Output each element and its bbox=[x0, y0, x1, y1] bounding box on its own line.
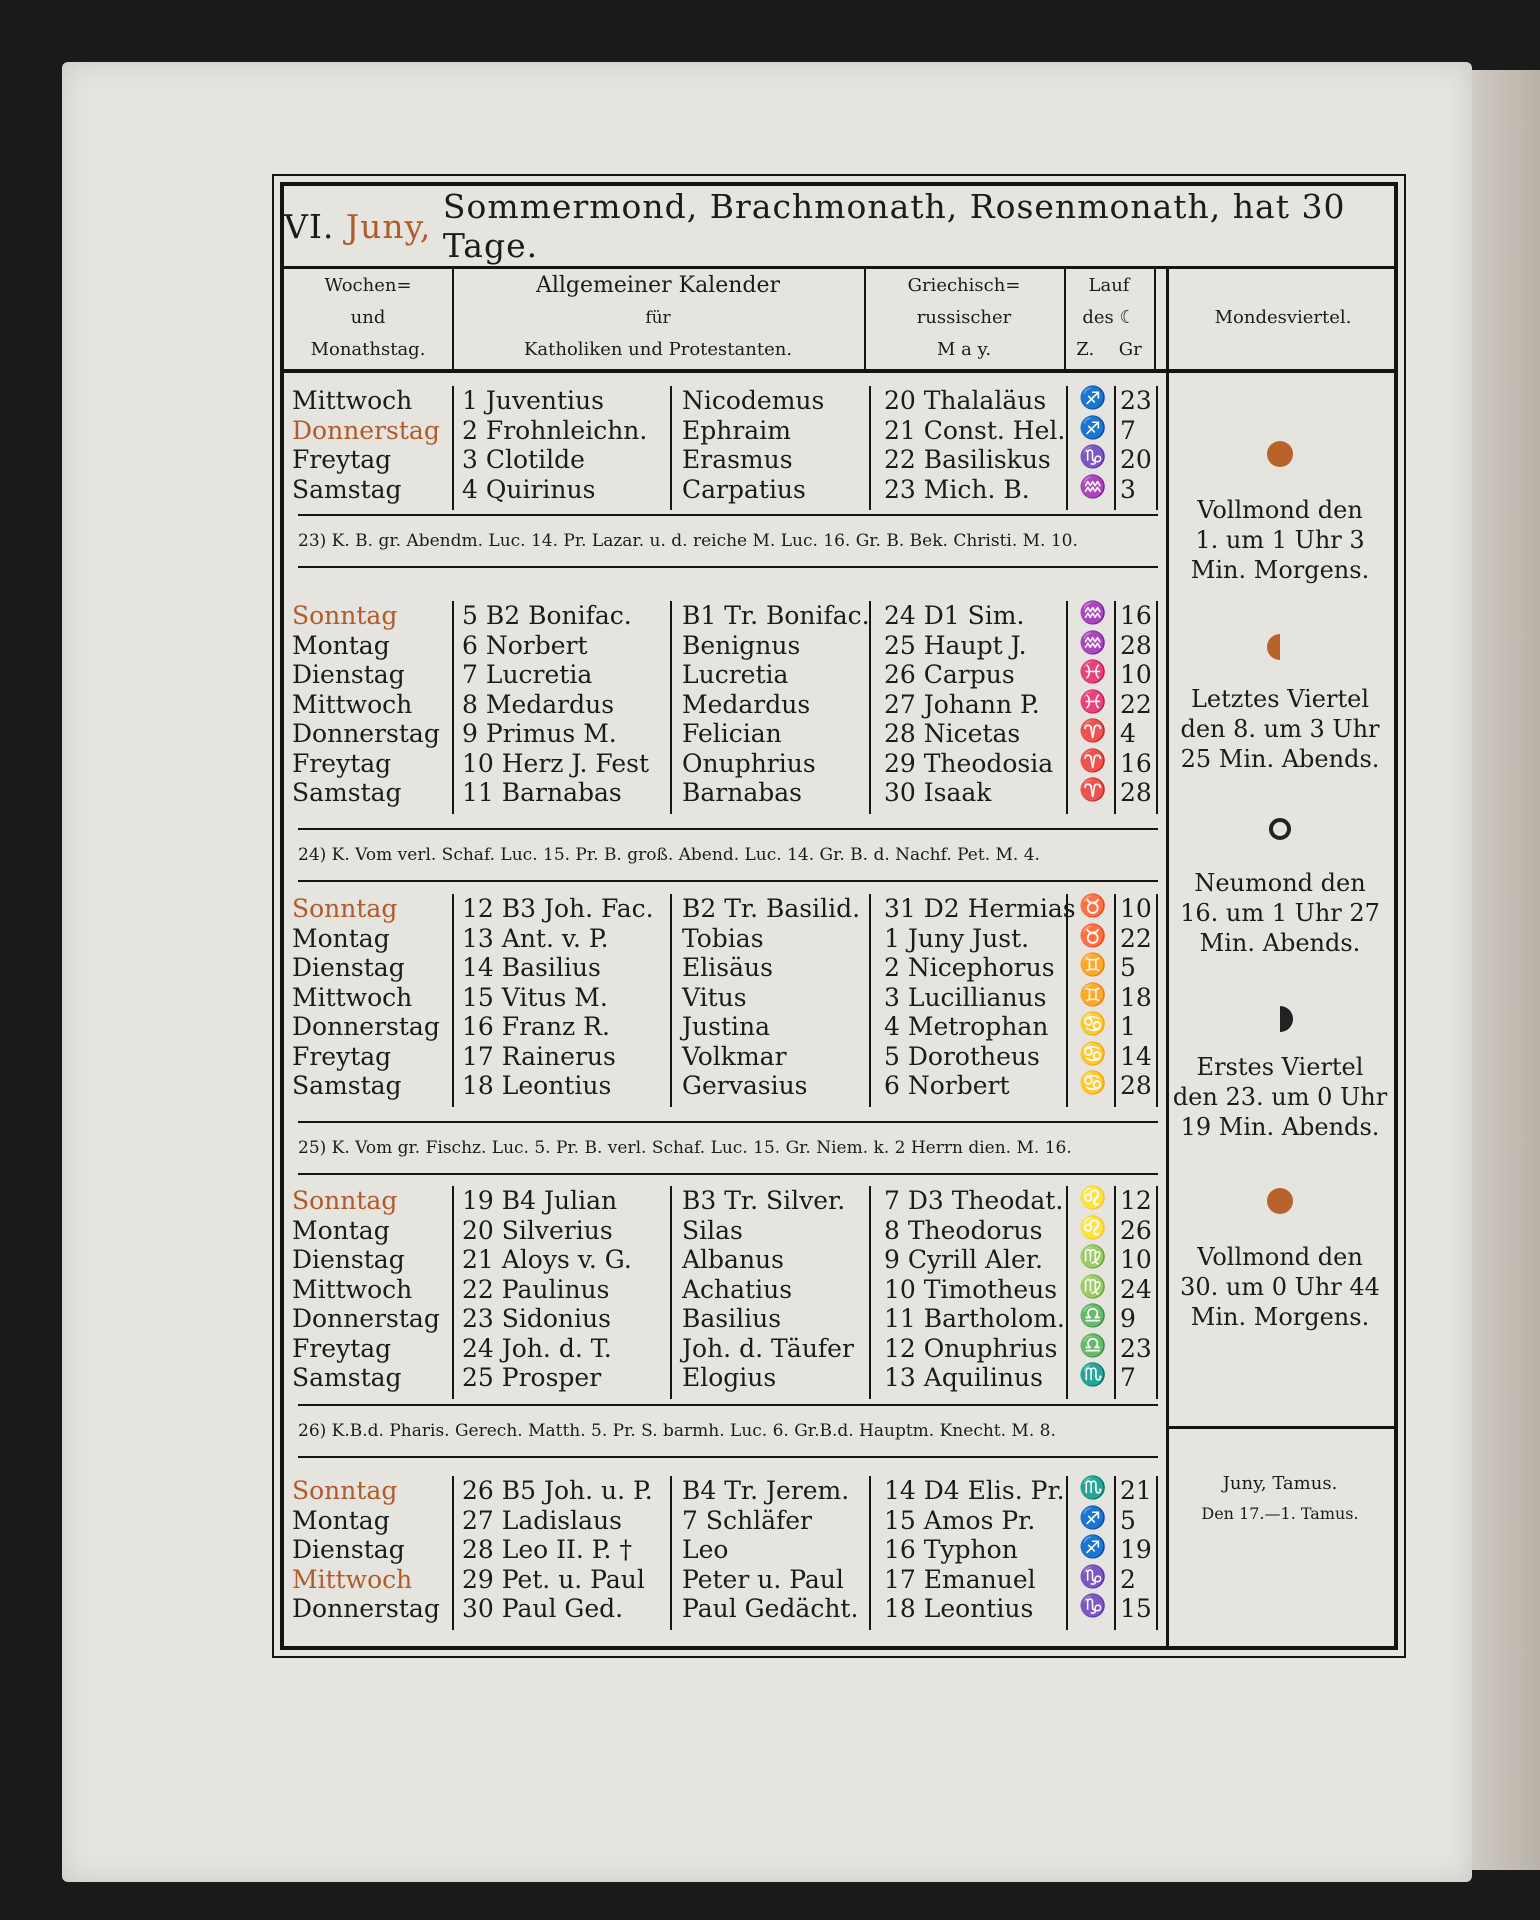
calendar-row bbox=[284, 1245, 1166, 1274]
calendar-row bbox=[284, 1216, 1166, 1245]
cell-prot: Barnabas bbox=[682, 778, 802, 807]
cell-deg: 23 bbox=[1120, 1333, 1152, 1363]
zodiac-sign-icon: ♑ bbox=[1079, 1594, 1107, 1619]
cell-prot: Basilius bbox=[682, 1304, 782, 1333]
cell-prot: Albanus bbox=[682, 1245, 784, 1274]
header-lauf-line2: des ☾ bbox=[1082, 306, 1136, 328]
cell-day: Samstag bbox=[292, 1071, 402, 1100]
zodiac-sign-icon: ♑ bbox=[1079, 1564, 1107, 1590]
cell-prot: Felician bbox=[682, 719, 782, 748]
header-general bbox=[452, 266, 866, 369]
cell-deg: 21 bbox=[1120, 1476, 1152, 1505]
cell-cath: 1 Juventius bbox=[462, 386, 604, 415]
moon-full-1 bbox=[1166, 441, 1394, 585]
cell-deg: 19 bbox=[1120, 1535, 1152, 1564]
cell-greek: 21 Const. Hel. bbox=[884, 415, 1066, 445]
cell-greek: 3 Lucillianus bbox=[884, 982, 1047, 1012]
cell-greek: 9 Cyrill Aler. bbox=[884, 1245, 1043, 1274]
cell-deg: 26 bbox=[1120, 1215, 1152, 1245]
moon-last-quarter bbox=[1166, 634, 1394, 774]
cell-greek: 15 Amos Pr. bbox=[884, 1505, 1036, 1535]
cell-day: Samstag bbox=[292, 474, 402, 504]
column-headers bbox=[284, 266, 1394, 373]
cell-deg: 20 bbox=[1120, 445, 1152, 474]
cell-cath: 20 Silverius bbox=[462, 1215, 613, 1245]
cell-greek: 5 Dorotheus bbox=[884, 1041, 1040, 1071]
cell-day: Dienstag bbox=[292, 1535, 405, 1564]
cell-day: Montag bbox=[292, 1505, 390, 1535]
cell-cath: 5 B2 Bonifac. bbox=[462, 601, 632, 630]
cell-cath: 21 Aloys v. G. bbox=[462, 1245, 632, 1274]
tamus-line1: Juny, Tamus. bbox=[1222, 1473, 1338, 1494]
calendar-row bbox=[284, 1334, 1166, 1363]
cell-greek: 22 Basiliskus bbox=[884, 445, 1051, 474]
cell-cath: 29 Pet. u. Paul bbox=[462, 1564, 645, 1594]
zodiac-sign-icon: ♌ bbox=[1079, 1215, 1107, 1241]
zodiac-sign-icon: ♉ bbox=[1079, 894, 1107, 919]
new-moon-icon bbox=[1269, 818, 1291, 840]
cell-prot: 7 Schläfer bbox=[682, 1505, 812, 1535]
cell-deg: 4 bbox=[1120, 719, 1136, 748]
cell-greek: 10 Timotheus bbox=[884, 1274, 1058, 1304]
moon-full-2 bbox=[1166, 1188, 1394, 1332]
zodiac-sign-icon: ♈ bbox=[1079, 719, 1107, 744]
cell-prot: B1 Tr. Bonifac. bbox=[682, 601, 870, 630]
cell-cath: 22 Paulinus bbox=[462, 1274, 610, 1304]
cell-prot: Justina bbox=[682, 1012, 771, 1041]
cell-cath: 7 Lucretia bbox=[462, 660, 593, 689]
calendar-row bbox=[284, 1186, 1166, 1215]
gospel-note: 24) K. Vom verl. Schaf. Luc. 15. Pr. B. groß. Abend. Luc. 14. Gr. B. d. Nachf. Pet. M. 4. bbox=[298, 828, 1158, 882]
cell-day: Freytag bbox=[292, 445, 392, 474]
cell-prot: Erasmus bbox=[682, 445, 793, 474]
zodiac-sign-icon: ♉ bbox=[1079, 923, 1107, 949]
gospel-note: 26) K.B.d. Pharis. Gerech. Matth. 5. Pr. S. barmh. Luc. 6. Gr.B.d. Hauptm. Knecht. M. 8. bbox=[298, 1404, 1158, 1458]
cell-greek: 24 D1 Sim. bbox=[884, 601, 1025, 630]
cell-cath: 6 Norbert bbox=[462, 630, 588, 660]
moon-last-line3: 25 Min. Abends. bbox=[1180, 745, 1380, 773]
cell-greek: 30 Isaak bbox=[884, 778, 992, 807]
calendar-row bbox=[284, 1071, 1166, 1100]
cell-cath: 15 Vitus M. bbox=[462, 982, 608, 1012]
last-quarter-icon bbox=[1267, 634, 1293, 660]
moon-new-line2: 16. um 1 Uhr 27 bbox=[1180, 899, 1380, 927]
moon-full-1-line1: Vollmond den bbox=[1197, 496, 1363, 524]
cell-greek: 7 D3 Theodat. bbox=[884, 1186, 1064, 1215]
cell-prot: Benignus bbox=[682, 630, 801, 660]
calendar-row bbox=[284, 894, 1166, 923]
cell-prot: Carpatius bbox=[682, 474, 806, 504]
calendar-row bbox=[284, 690, 1166, 719]
header-lauf-z: Z. bbox=[1076, 338, 1095, 360]
calendar-row bbox=[284, 719, 1166, 748]
calendar-row bbox=[284, 1012, 1166, 1041]
cell-day: Donnerstag bbox=[292, 1594, 440, 1623]
cell-day: Montag bbox=[292, 1215, 390, 1245]
cell-greek: 8 Theodorus bbox=[884, 1215, 1043, 1245]
zodiac-sign-icon: ♒ bbox=[1079, 601, 1107, 626]
cell-cath: 25 Prosper bbox=[462, 1363, 602, 1392]
cell-cath: 24 Joh. d. T. bbox=[462, 1333, 612, 1363]
cell-day: Freytag bbox=[292, 1333, 392, 1363]
cell-deg: 7 bbox=[1120, 415, 1136, 445]
zodiac-sign-icon: ♎ bbox=[1079, 1304, 1107, 1329]
cell-cath: 17 Rainerus bbox=[462, 1041, 616, 1071]
cell-cath: 10 Herz J. Fest bbox=[462, 748, 650, 778]
cell-cath: 30 Paul Ged. bbox=[462, 1594, 624, 1623]
cell-greek: 18 Leontius bbox=[884, 1594, 1034, 1623]
calendar-row bbox=[284, 924, 1166, 953]
moon-first-quarter bbox=[1166, 1006, 1394, 1142]
week-block bbox=[284, 1186, 1166, 1399]
title-prefix: VI. bbox=[284, 206, 335, 246]
cell-prot: Lucretia bbox=[682, 660, 789, 689]
zodiac-sign-icon: ♋ bbox=[1079, 1041, 1107, 1067]
cell-day: Mittwoch bbox=[292, 1564, 413, 1594]
cell-greek: 26 Carpus bbox=[884, 660, 1015, 689]
calendar-row bbox=[284, 1476, 1166, 1505]
cell-greek: 23 Mich. B. bbox=[884, 474, 1030, 504]
header-general-line2: für bbox=[645, 307, 671, 328]
cell-cath: 3 Clotilde bbox=[462, 445, 585, 474]
cell-day: Samstag bbox=[292, 1363, 402, 1392]
calendar-row bbox=[284, 953, 1166, 982]
calendar-row bbox=[284, 1506, 1166, 1535]
header-lauf bbox=[1064, 266, 1156, 369]
header-greek-line3: M a y. bbox=[936, 338, 992, 360]
calendar-row bbox=[284, 749, 1166, 778]
calendar-row bbox=[284, 416, 1166, 445]
cell-cath: 14 Basilius bbox=[462, 953, 601, 982]
zodiac-sign-icon: ♍ bbox=[1079, 1245, 1107, 1270]
cell-cath: 26 B5 Joh. u. P. bbox=[462, 1476, 653, 1505]
header-weekday bbox=[284, 266, 454, 369]
cell-cath: 12 B3 Joh. Fac. bbox=[462, 894, 654, 923]
calendar-row bbox=[284, 660, 1166, 689]
cell-prot: Volkmar bbox=[682, 1041, 787, 1071]
cell-deg: 5 bbox=[1120, 953, 1136, 982]
week-block bbox=[284, 386, 1166, 510]
cell-deg: 12 bbox=[1120, 1186, 1152, 1215]
week-block bbox=[284, 1476, 1166, 1630]
header-greek-line2: russischer bbox=[916, 306, 1012, 328]
first-quarter-icon bbox=[1267, 1006, 1293, 1032]
header-weekday-line2: und bbox=[350, 306, 386, 328]
moon-full-2-line3: Min. Morgens. bbox=[1190, 1303, 1370, 1331]
cell-greek: 12 Onuphrius bbox=[884, 1333, 1058, 1363]
zodiac-sign-icon: ♏ bbox=[1079, 1476, 1107, 1501]
header-moon-label: Mondesviertel. bbox=[1214, 306, 1352, 328]
cell-day: Mittwoch bbox=[292, 689, 413, 719]
week-block bbox=[284, 894, 1166, 1107]
cell-greek: 31 D2 Hermias bbox=[884, 894, 1076, 923]
zodiac-sign-icon: ♎ bbox=[1079, 1333, 1107, 1359]
full-moon-icon bbox=[1267, 441, 1293, 467]
cell-prot: Tobias bbox=[682, 923, 764, 953]
cell-prot: Leo bbox=[682, 1535, 729, 1564]
cell-deg: 28 bbox=[1120, 630, 1152, 660]
full-moon-icon bbox=[1267, 1188, 1293, 1214]
calendar-row bbox=[284, 1535, 1166, 1564]
cell-prot: Silas bbox=[682, 1215, 743, 1245]
cell-greek: 2 Nicephorus bbox=[884, 953, 1055, 982]
zodiac-sign-icon: ♑ bbox=[1079, 445, 1107, 470]
cell-day: Donnerstag bbox=[292, 1304, 440, 1333]
cell-day: Dienstag bbox=[292, 1245, 405, 1274]
cell-greek: 27 Johann P. bbox=[884, 689, 1040, 719]
title-month: Juny, bbox=[345, 206, 432, 246]
cell-cath: 8 Medardus bbox=[462, 689, 615, 719]
title-rest: Sommermond, Brachmonath, Rosenmonath, hat 30 Tage. bbox=[442, 187, 1346, 265]
zodiac-sign-icon: ♐ bbox=[1079, 1535, 1107, 1560]
cell-prot: Joh. d. Täufer bbox=[682, 1333, 854, 1363]
cell-deg: 22 bbox=[1120, 689, 1152, 719]
cell-cath: 11 Barnabas bbox=[462, 778, 622, 807]
cell-greek: 14 D4 Elis. Pr. bbox=[884, 1476, 1065, 1505]
cell-deg: 16 bbox=[1120, 601, 1152, 630]
zodiac-sign-icon: ♋ bbox=[1079, 1071, 1107, 1096]
header-general-line1: Allgemeiner Kalender bbox=[535, 272, 781, 298]
cell-greek: 28 Nicetas bbox=[884, 719, 1021, 748]
cell-deg: 24 bbox=[1120, 1274, 1152, 1304]
calendar-row bbox=[284, 983, 1166, 1012]
header-weekday-line3: Monathstag. bbox=[310, 338, 426, 360]
cell-prot: Paul Gedächt. bbox=[682, 1594, 859, 1623]
moon-new bbox=[1166, 818, 1394, 958]
cell-deg: 18 bbox=[1120, 982, 1152, 1012]
cell-deg: 5 bbox=[1120, 1505, 1136, 1535]
moon-full-2-line2: 30. um 0 Uhr 44 bbox=[1180, 1273, 1380, 1301]
header-general-line3: Katholiken und Protestanten. bbox=[523, 338, 793, 360]
moon-new-line1: Neumond den bbox=[1194, 869, 1366, 897]
moon-new-line3: Min. Abends. bbox=[1199, 929, 1361, 957]
cell-greek: 11 Bartholom. bbox=[884, 1304, 1065, 1333]
cell-deg: 10 bbox=[1120, 894, 1152, 923]
cell-day: Samstag bbox=[292, 778, 402, 807]
cell-deg: 9 bbox=[1120, 1304, 1136, 1333]
cell-cath: 28 Leo II. P. † bbox=[462, 1535, 632, 1564]
cell-day: Mittwoch bbox=[292, 386, 413, 415]
zodiac-sign-icon: ♓ bbox=[1079, 660, 1107, 685]
zodiac-sign-icon: ♓ bbox=[1079, 689, 1107, 715]
zodiac-sign-icon: ♒ bbox=[1079, 630, 1107, 656]
calendar-row bbox=[284, 1565, 1166, 1594]
calendar-row bbox=[284, 445, 1166, 474]
cell-deg: 15 bbox=[1120, 1594, 1152, 1623]
zodiac-sign-icon: ♈ bbox=[1079, 778, 1107, 803]
moon-full-1-line2: 1. um 1 Uhr 3 bbox=[1195, 526, 1365, 554]
cell-prot: Vitus bbox=[682, 982, 747, 1012]
page-title bbox=[284, 186, 1394, 269]
cell-greek: 16 Typhon bbox=[884, 1535, 1018, 1564]
zodiac-sign-icon: ♊ bbox=[1079, 982, 1107, 1008]
cell-deg: 7 bbox=[1120, 1363, 1136, 1392]
moon-full-2-line1: Vollmond den bbox=[1197, 1243, 1363, 1271]
cell-day: Freytag bbox=[292, 748, 392, 778]
cell-day: Sonntag bbox=[292, 1186, 398, 1215]
cell-cath: 16 Franz R. bbox=[462, 1012, 610, 1041]
gospel-note: 23) K. B. gr. Abendm. Luc. 14. Pr. Lazar. u. d. reiche M. Luc. 16. Gr. B. Bek. Christi. M. 10. bbox=[298, 514, 1158, 568]
header-greek-line1: Griechisch= bbox=[907, 274, 1021, 296]
cell-prot: Onuphrius bbox=[682, 748, 816, 778]
cell-greek: 17 Emanuel bbox=[884, 1564, 1036, 1594]
calendar-row bbox=[284, 475, 1166, 504]
cell-prot: Gervasius bbox=[682, 1071, 808, 1100]
cell-greek: 1 Juny Just. bbox=[884, 923, 1030, 953]
moon-first-line2: den 23. um 0 Uhr bbox=[1172, 1083, 1388, 1111]
cell-day: Freytag bbox=[292, 1041, 392, 1071]
cell-day: Montag bbox=[292, 630, 390, 660]
cell-prot: Elogius bbox=[682, 1363, 777, 1392]
cell-prot: B4 Tr. Jerem. bbox=[682, 1476, 850, 1505]
header-lauf-gr: Gr bbox=[1118, 338, 1142, 360]
cell-day: Dienstag bbox=[292, 953, 405, 982]
cell-cath: 9 Primus M. bbox=[462, 719, 617, 748]
cell-greek: 6 Norbert bbox=[884, 1071, 1010, 1100]
cell-deg: 23 bbox=[1120, 386, 1152, 415]
cell-day: Mittwoch bbox=[292, 1274, 413, 1304]
cell-day: Sonntag bbox=[292, 894, 398, 923]
cell-deg: 28 bbox=[1120, 1071, 1152, 1100]
cell-cath: 23 Sidonius bbox=[462, 1304, 611, 1333]
zodiac-sign-icon: ♐ bbox=[1079, 386, 1107, 411]
cell-cath: 18 Leontius bbox=[462, 1071, 612, 1100]
cell-day: Donnerstag bbox=[292, 415, 440, 445]
header-lauf-sub bbox=[1064, 334, 1154, 366]
cell-prot: B2 Tr. Basilid. bbox=[682, 894, 861, 923]
cell-cath: 4 Quirinus bbox=[462, 474, 596, 504]
cell-day: Donnerstag bbox=[292, 1012, 440, 1041]
calendar-frame bbox=[280, 182, 1398, 1650]
calendar-row bbox=[284, 386, 1166, 415]
cell-day: Donnerstag bbox=[292, 719, 440, 748]
zodiac-sign-icon: ♌ bbox=[1079, 1186, 1107, 1211]
cell-prot: Ephraim bbox=[682, 415, 791, 445]
zodiac-sign-icon: ♈ bbox=[1079, 748, 1107, 774]
cell-deg: 10 bbox=[1120, 1245, 1152, 1274]
zodiac-sign-icon: ♍ bbox=[1079, 1274, 1107, 1300]
cell-deg: 14 bbox=[1120, 1041, 1152, 1071]
cell-prot: Achatius bbox=[682, 1274, 793, 1304]
cell-deg: 2 bbox=[1120, 1564, 1136, 1594]
header-weekday-line1: Wochen= bbox=[324, 274, 412, 296]
zodiac-sign-icon: ♐ bbox=[1079, 1505, 1107, 1531]
cell-deg: 22 bbox=[1120, 923, 1152, 953]
calendar-row bbox=[284, 1363, 1166, 1392]
cell-cath: 27 Ladislaus bbox=[462, 1505, 622, 1535]
cell-prot: Medardus bbox=[682, 689, 811, 719]
zodiac-sign-icon: ♒ bbox=[1079, 474, 1107, 500]
cell-greek: 4 Metrophan bbox=[884, 1012, 1049, 1041]
cell-greek: 29 Theodosia bbox=[884, 748, 1054, 778]
cell-day: Mittwoch bbox=[292, 982, 413, 1012]
moon-tamus bbox=[1166, 1426, 1394, 1529]
zodiac-sign-icon: ♋ bbox=[1079, 1012, 1107, 1037]
cell-prot: Peter u. Paul bbox=[682, 1564, 844, 1594]
calendar-row bbox=[284, 1594, 1166, 1623]
cell-deg: 1 bbox=[1120, 1012, 1136, 1041]
moon-last-line2: den 8. um 3 Uhr bbox=[1180, 715, 1380, 743]
moon-full-1-line3: Min. Morgens. bbox=[1190, 556, 1370, 584]
calendar-row bbox=[284, 1042, 1166, 1071]
moon-first-line1: Erstes Viertel bbox=[1196, 1053, 1364, 1081]
gospel-note: 25) K. Vom gr. Fischz. Luc. 5. Pr. B. verl. Schaf. Luc. 15. Gr. Niem. k. 2 Herrn dien. M. 16. bbox=[298, 1121, 1158, 1175]
calendar-row bbox=[284, 1304, 1166, 1333]
cell-deg: 28 bbox=[1120, 778, 1152, 807]
calendar-row bbox=[284, 1275, 1166, 1304]
cell-day: Montag bbox=[292, 923, 390, 953]
cell-day: Dienstag bbox=[292, 660, 405, 689]
calendar-row bbox=[284, 778, 1166, 807]
cell-greek: 13 Aquilinus bbox=[884, 1363, 1043, 1392]
zodiac-sign-icon: ♊ bbox=[1079, 953, 1107, 978]
calendar-row bbox=[284, 601, 1166, 630]
cell-prot: B3 Tr. Silver. bbox=[682, 1186, 846, 1215]
cell-cath: 19 B4 Julian bbox=[462, 1186, 618, 1215]
header-lauf-line1: Lauf bbox=[1088, 274, 1130, 296]
cell-day: Sonntag bbox=[292, 601, 398, 630]
moon-first-line3: 19 Min. Abends. bbox=[1180, 1113, 1380, 1141]
cell-cath: 2 Frohnleichn. bbox=[462, 415, 648, 445]
zodiac-sign-icon: ♏ bbox=[1079, 1363, 1107, 1388]
cell-deg: 16 bbox=[1120, 748, 1152, 778]
facing-page-edge bbox=[1472, 70, 1540, 1870]
zodiac-sign-icon: ♐ bbox=[1079, 415, 1107, 441]
cell-day: Sonntag bbox=[292, 1476, 398, 1505]
cell-cath: 13 Ant. v. P. bbox=[462, 923, 609, 953]
moon-last-line1: Letztes Viertel bbox=[1190, 685, 1369, 713]
calendar-row bbox=[284, 631, 1166, 660]
week-block bbox=[284, 601, 1166, 814]
cell-prot: Elisäus bbox=[682, 953, 773, 982]
header-greek bbox=[864, 266, 1066, 369]
cell-greek: 20 Thalaläus bbox=[884, 386, 1047, 415]
cell-deg: 3 bbox=[1120, 474, 1136, 504]
tamus-line2: Den 17.—1. Tamus. bbox=[1201, 1504, 1359, 1523]
cell-deg: 10 bbox=[1120, 660, 1152, 689]
cell-greek: 25 Haupt J. bbox=[884, 630, 1027, 660]
header-moon bbox=[1166, 266, 1397, 369]
cell-prot: Nicodemus bbox=[682, 386, 825, 415]
